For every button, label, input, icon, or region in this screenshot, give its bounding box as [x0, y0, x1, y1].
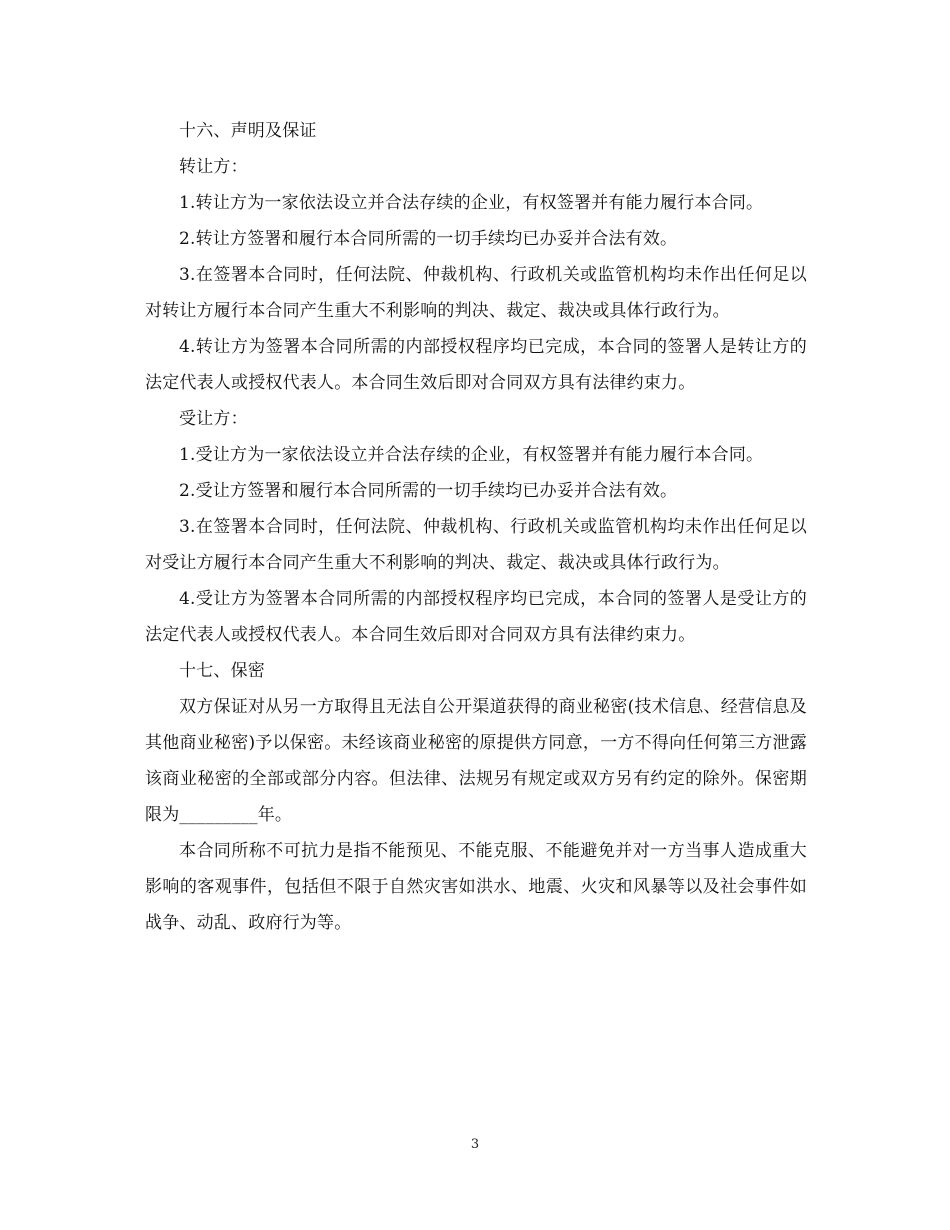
transferee-clause-1: 1.受让方为一家依法设立并合法存续的企业，有权签署并有能力履行本合同。: [179, 445, 764, 465]
transferor-clause-1: 1.转让方为一家依法设立并合法存续的企业，有权签署并有能力履行本合同。: [179, 193, 764, 213]
transferor-label: 转让方：: [179, 157, 248, 177]
section-heading-17: 十七、保密: [179, 661, 265, 681]
force-majeure-clause: 本合同所称不可抗力是指不能预见、不能克服、不能避免并对一方当事人造成重大影响的客观事件，包括但不限于自然灾害如洪水、地震、火灾和风暴等以及社会事件如战争、动乱、政府行为等。: [145, 841, 807, 933]
transferee-clause-4: 4.受让方为签署本合同所需的内部授权程序均已完成，本合同的签署人是受让方的法定代表人或授权代表人。本合同生效后即对合同双方具有法律约束力。: [145, 589, 807, 645]
confidentiality-clause: 双方保证对从另一方取得且无法自公开渠道获得的商业秘密(技术信息、经营信息及其他商业秘密)予以保密。未经该商业秘密的原提供方同意，一方不得向任何第三方泄露该商业秘密的全部或部分内容。但法律、法规另有规定或双方另有约定的除外。保密期限为_________年。: [145, 697, 807, 825]
transferor-clause-3: 3.在签署本合同时，任何法院、仲裁机构、行政机关或监管机构均未作出任何足以对转让方履行本合同产生重大不利影响的判决、裁定、裁决或具体行政行为。: [145, 265, 807, 321]
transferee-label: 受让方：: [179, 409, 248, 429]
page-number: 3: [470, 1137, 480, 1152]
document-body: [145, 113, 807, 941]
transferee-clause-3: 3.在签署本合同时，任何法院、仲裁机构、行政机关或监管机构均未作出任何足以对受让方履行本合同产生重大不利影响的判决、裁定、裁决或具体行政行为。: [145, 517, 807, 573]
transferor-clause-2: 2.转让方签署和履行本合同所需的一切手续均已办妥并合法有效。: [179, 229, 678, 249]
section-heading-16: 十六、声明及保证: [179, 121, 317, 141]
transferee-clause-2: 2.受让方签署和履行本合同所需的一切手续均已办妥并合法有效。: [179, 481, 678, 501]
transferor-clause-4: 4.转让方为签署本合同所需的内部授权程序均已完成，本合同的签署人是转让方的法定代表人或授权代表人。本合同生效后即对合同双方具有法律约束力。: [145, 337, 807, 393]
